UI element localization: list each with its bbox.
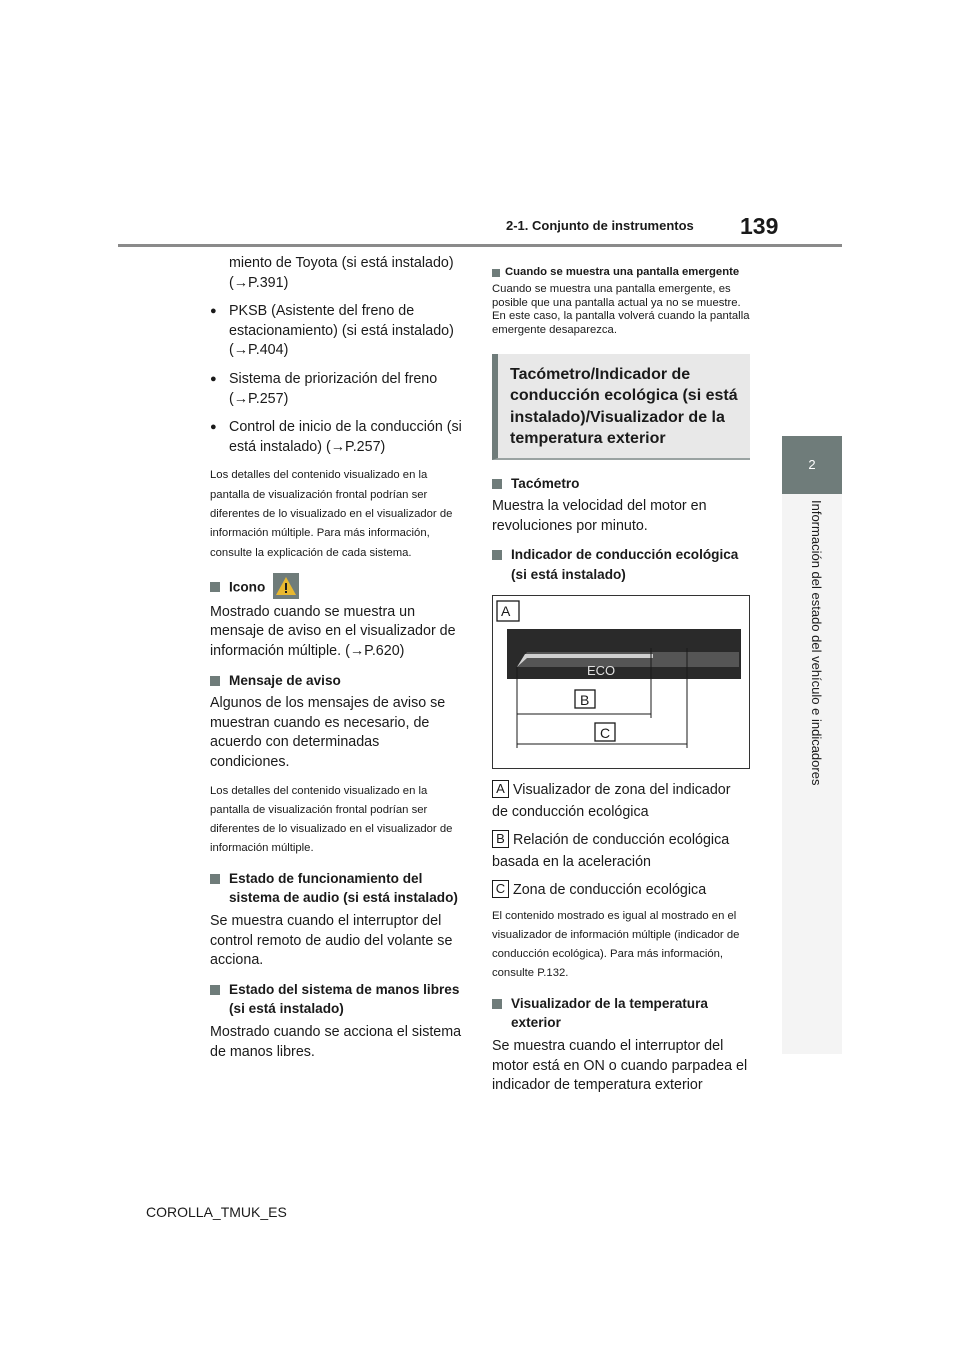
audio-heading-text: Estado de funcionamiento del sistema de audio (si está instalado)	[229, 870, 458, 906]
icono-heading	[210, 577, 462, 599]
figure-label-c: C	[600, 724, 611, 741]
note-text: Los detalles del contenido visualizado en la pantalla de visualización frontal podrían ser diferentes de lo visualizado en el visualizador de información múltiple. Para más información, consulte la explicación de cada sistema.	[210, 469, 453, 559]
popup-heading-text: Cuando se muestra una pantalla emergente	[505, 266, 740, 278]
figure-label-b: B	[580, 691, 590, 708]
figure-label-a: A	[501, 602, 511, 619]
doc-code: COROLLA_TMUK_ES	[146, 1204, 287, 1220]
square-bullet-icon	[492, 999, 502, 1009]
mensaje-text: Algunos de los mensajes de aviso se muestran cuando es necesario, de acuerdo con determinadas condiciones.	[210, 695, 446, 770]
eco-heading	[492, 545, 750, 584]
eco-indicator-figure	[492, 595, 750, 769]
section-box-title: Tacómetro/Indicador de conducción ecológica (si está instalado)/Visualizador de la temperatura exterior	[492, 354, 750, 460]
continued-text: miento de Toyota (si está instalado) (→P.391)	[229, 255, 454, 291]
eco-note: El contenido mostrado es igual al mostrado en el visualizador de información múltiple (indicador de conducción ecológica). Para más información, consulte P.132.	[492, 909, 740, 980]
square-bullet-icon	[492, 269, 500, 277]
popup-text: Cuando se muestra una pantalla emergente, es posible que una pantalla actual ya no se muestre. En este caso, la pantalla volverá cuando la pantalla emergente desaparezca.	[492, 282, 750, 337]
square-bullet-icon	[492, 550, 502, 560]
page-number: 139	[740, 213, 779, 239]
taco-heading	[492, 474, 750, 494]
square-bullet-icon	[210, 582, 220, 592]
popup-heading	[492, 266, 750, 280]
chapter-tab: 2	[782, 436, 842, 494]
temp-heading	[492, 994, 750, 1033]
header-rule	[118, 244, 842, 247]
eco-text: ECO	[587, 662, 616, 678]
square-bullet-icon	[210, 874, 220, 884]
bullet-item: ● Control de inicio de la conducción (si está instalado) (→P.257)	[210, 418, 462, 457]
chapter-title: Información del estado del vehículo e indicadores	[809, 500, 824, 786]
icono-text: Mostrado cuando se muestra un mensaje de aviso en el visualizador de información múltiple. (→P.620)	[210, 603, 456, 660]
legend-text: Zona de conducción ecológica	[513, 881, 707, 898]
temp-text: Se muestra cuando el interruptor del motor está en ON o cuando parpadea el indicador de temperatura exterior	[492, 1037, 748, 1094]
legend-key: B	[492, 830, 509, 848]
bullet-item: ● PKSB (Asistente del freno de estacionamiento) (si está instalado) (→P.404)	[210, 302, 462, 361]
temp-heading-text: Visualizador de la temperatura exterior	[511, 995, 708, 1031]
square-bullet-icon	[210, 985, 220, 995]
square-bullet-icon	[210, 676, 220, 686]
mensaje-heading-text: Mensaje de aviso	[229, 672, 341, 688]
warning-triangle-icon	[273, 573, 299, 599]
audio-heading	[210, 869, 462, 908]
manos-heading	[210, 980, 462, 1019]
audio-text: Se muestra cuando el interruptor del control remoto de audio del volante se acciona.	[210, 912, 453, 969]
section-title: 2-1. Conjunto de instrumentos	[506, 218, 694, 233]
taco-text: Muestra la velocidad del motor en revoluciones por minuto.	[492, 498, 707, 534]
legend-item	[492, 879, 750, 901]
manos-heading-text: Estado del sistema de manos libres (si está instalado)	[229, 981, 460, 1017]
legend-key: A	[492, 780, 509, 798]
bullet-item: ● Sistema de priorización del freno (→P.257)	[210, 370, 462, 409]
manos-text: Mostrado cuando se acciona el sistema de manos libres.	[210, 1023, 462, 1060]
taco-heading-text: Tacómetro	[511, 475, 580, 491]
eco-heading-text: Indicador de conducción ecológica (si está instalado)	[511, 547, 739, 582]
square-bullet-icon	[492, 479, 502, 489]
note-text: Los detalles del contenido visualizado en la pantalla de visualización frontal podrían ser diferentes de lo visualizado en el visualizador de información múltiple.	[210, 784, 453, 855]
legend-text: Visualizador de zona del indicador de conducción ecológica	[492, 781, 731, 820]
legend-key: C	[492, 880, 509, 898]
legend-item	[492, 779, 750, 823]
mensaje-heading	[210, 671, 462, 691]
legend-text: Relación de conducción ecológica basada en la aceleración	[492, 831, 730, 870]
left-column	[210, 254, 462, 1071]
icono-heading-text: Icono	[229, 579, 266, 595]
legend-item	[492, 829, 750, 873]
right-column	[492, 254, 750, 1105]
